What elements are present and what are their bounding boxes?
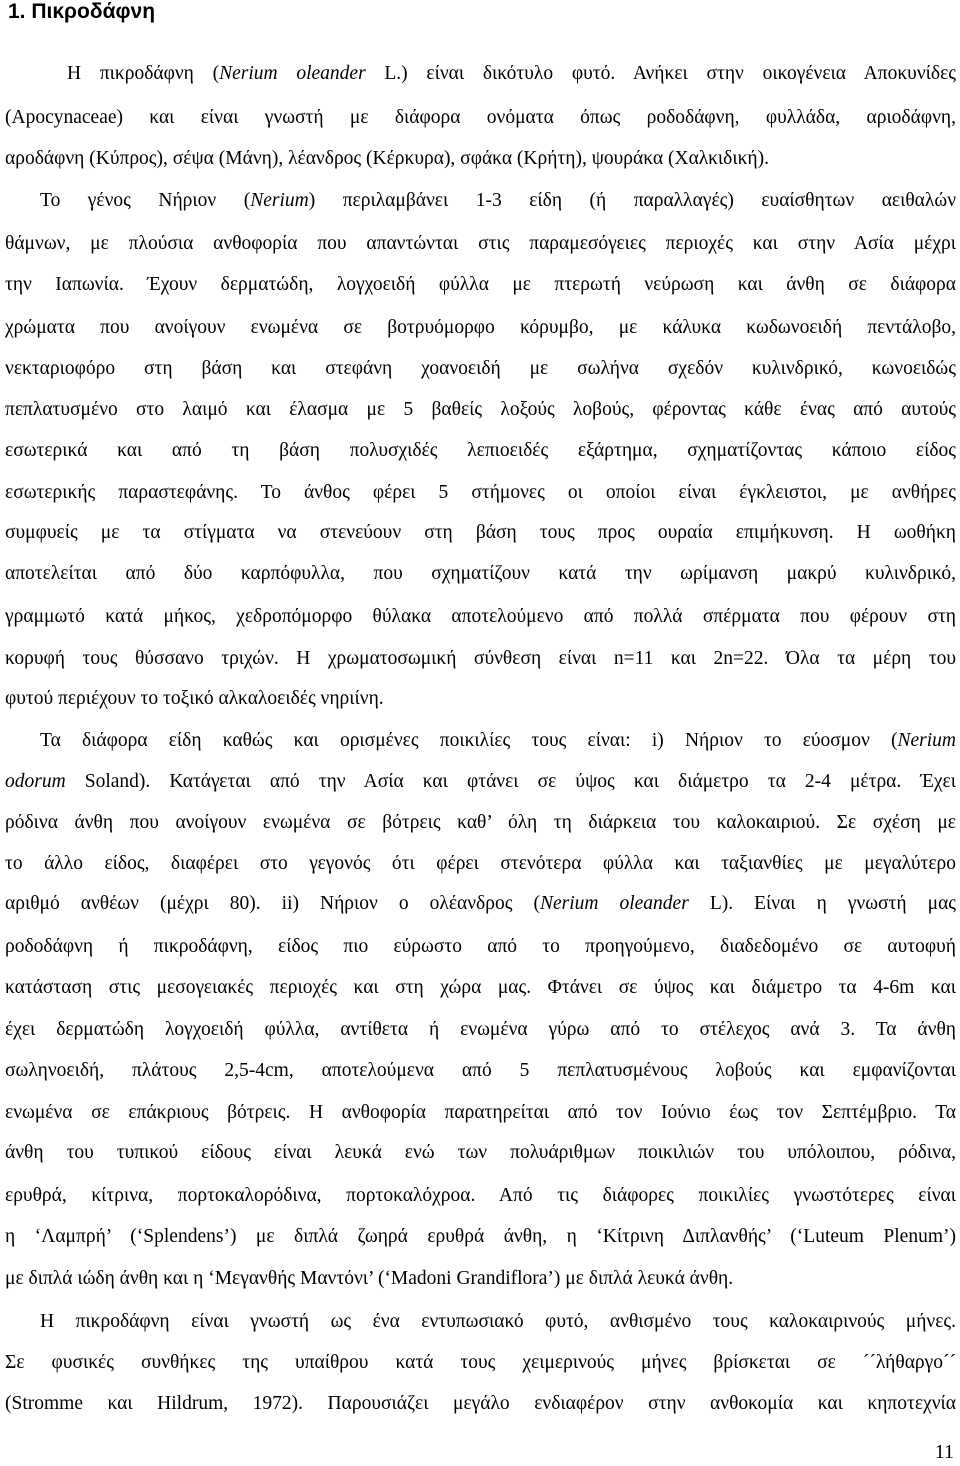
text-segment: (Apocynaceae) και είναι γνωστή με διάφορα ονόματα όπως ροδοδάφνη, φυλλάδα, αριοδάφνη, [5,107,956,128]
text-segment: ροδοδάφνη ή πικροδάφνη, είδος πιο εύρωστο από το προηγούμενο, διαδεδομένο σε αυτοφυή [5,936,956,957]
text-segment: έχει δερματώδη λογχοειδή φύλλα, αντίθετα ή ενωμένα γύρω από το στέλεχος ανά 3. Τα άνθη [5,1019,956,1040]
page-number: 11 [934,1441,954,1463]
text-line [5,934,956,960]
italic-text: Nerium [897,730,956,751]
text-segment: κατάσταση στις μεσογειακές περιοχές και στη χώρα μας. Φτάνει σε ύψος και διάμετρο τα 4-6m και [5,977,956,998]
text-line [5,397,956,423]
text-line [5,1183,956,1209]
text-line [5,810,956,836]
text-segment: με διπλά ιώδη άνθη και η ‘Μεγανθής Μαντόνι’ (‘Madoni Grandiflora’) με διπλά λευκά άνθη. [5,1268,734,1289]
text-segment: Σε φυσικές συνθήκες της υπαίθρου κατά τους χειμερινούς μήνες βρίσκεται σε ´´λήθαργο´´ [5,1352,956,1373]
text-line [5,1224,956,1250]
text-line [5,891,956,917]
text-line [5,975,956,1001]
text-segment: ) περιλαμβάνει 1-3 είδη (ή παραλλαγές) ευαίσθητων αειθαλών [308,190,957,211]
text-line [5,480,956,506]
text-segment: L.) είναι δικότυλο φυτό. Ανήκει στην οικογένεια Αποκυνίδες [365,63,956,84]
text-segment: φυτού περιέχουν το τοξικό αλκαλοειδές νηριίνη. [5,688,384,709]
italic-text: Nerium [250,190,309,211]
text-line [40,188,956,214]
text-segment: ρόδινα άνθη που ανοίγουν ενωμένα σε βότρεις καθ’ όλη τη διάρκεια του καλοκαιριού. Σε σχέση με [5,812,956,833]
text-segment: γραμμωτό κατά μήκος, χεδροπόμορφο θύλακα αποτελούμενο από πολλά σπέρματα που φέρουν στη [5,606,956,627]
text-segment: κορυφή τους θύσσανο τριχών. Η χρωματοσωμική σύνθεση είναι n=11 και 2n=22. Όλα τα μέρη του [5,648,956,669]
text-segment: το άλλο είδος, διαφέρει στο γεγονός ότι φέρει στενότερα φύλλα και ταξιανθίες με μεγαλύτερο [5,853,956,874]
text-segment: χρώματα που ανοίγουν ενωμένα σε βοτρυόμορφο κόρυμβο, με κάλυκα κωδωνοειδή πεντάλοβο, [5,317,956,338]
text-line [5,520,956,546]
text-line [5,1266,956,1292]
text-line [5,851,956,877]
text-segment: Το γένος Νήριον ( [40,190,251,211]
text-line [5,561,956,587]
text-segment: εσωτερικά και από τη βάση πολυσχιδές λεπιοειδές εξάρτημα, σχηματίζοντας κάποιο είδος [5,440,956,461]
text-segment: αποτελείται από δύο καρπόφυλλα, που σχηματίζουν κατά την ωρίμανση μακρύ κυλινδρικό, [5,563,956,584]
text-segment: την Ιαπωνία. Έχουν δερματώδη, λογχοειδή φύλλα με πτερωτή νεύρωση και άνθη σε διάφορα [5,274,956,295]
text-segment: ενωμένα σε επάκριους βότρεις. Η ανθοφορία παρατηρείται από τον Ιούνιο έως τον Σεπτέμβριο. Τα [5,1102,956,1123]
text-line [67,61,956,87]
text-line [5,272,956,298]
text-line [5,438,956,464]
text-line [5,1058,956,1084]
text-segment: συμφυείς με τα στίγματα να στενεύουν στη βάση τους προς ουραία επιμήκυνση. Η ωοθήκη [5,522,956,543]
text-line [5,146,956,172]
text-segment: αριθμό ανθέων (μέχρι 80). ii) Νήριον ο ολέανδρος ( [5,893,540,914]
text-segment: Η πικροδάφνη ( [67,63,220,84]
text-line [5,604,956,630]
text-line [5,646,956,672]
text-segment: Soland). Κατάγεται από την Ασία και φτάνει σε ύψος και διάμετρο τα 2-4 μέτρα. Έχει [65,771,956,792]
section-heading: 1. Πικροδάφνη [8,0,156,23]
text-line [5,1140,956,1166]
italic-text: odorum [5,771,66,792]
text-line [5,1391,956,1417]
text-line [5,1017,956,1043]
text-segment: η ‘Λαμπρή’ (‘Splendens’) με διπλά ζωηρά ερυθρά άνθη, η ‘Κίτρινη Διπλανθής’ (‘Luteum Plenum’) [5,1226,956,1247]
text-segment: πεπλατυσμένο στο λαιμό και έλασμα με 5 βαθείς λοξούς λοβούς, φέροντας κάθε ένας από αυτούς [5,399,956,420]
text-segment: θάμνων, με πλούσια ανθοφορία που απαντώνται στις παραμεσόγειες περιοχές και στην Ασία μέχρι [5,233,956,254]
text-line [5,315,956,341]
text-line [5,769,956,795]
text-line [5,231,956,257]
text-segment: ερυθρά, κίτρινα, πορτοκαλορόδινα, πορτοκαλόχροα. Από τις διάφορες ποικιλίες γνωστότερες είναι [5,1185,956,1206]
text-segment: άνθη του τυπικού είδους είναι λευκά ενώ των πολυάριθμων ποικιλιών του υπόλοιπου, ρόδινα, [5,1142,956,1163]
text-line [5,1100,956,1126]
text-segment: σωληνοειδή, πλάτους 2,5-4cm, αποτελούμενα από 5 πεπλατυσμένους λοβούς και εμφανίζονται [5,1060,956,1081]
text-segment: εσωτερικής παραστεφάνης. Το άνθος φέρει 5 στήμονες οι οποίοι είναι έγκλειστοι, με ανθήρες [5,482,956,503]
italic-text: Nerium oleander [219,63,366,84]
text-segment: νεκταριοφόρο στη βάση και στεφάνη χοανοειδή με σωλήνα σχεδόν κυλινδρικό, κωνοειδώς [5,358,956,379]
text-segment: αροδάφνη (Κύπρος), σέψα (Μάνη), λέανδρος (Κέρκυρα), σφάκα (Κρήτη), ψουράκα (Χαλκιδική). [5,148,769,169]
text-line [5,105,956,131]
text-line [40,1309,956,1335]
text-segment: Η πικροδάφνη είναι γνωστή ως ένα εντυπωσιακό φυτό, ανθισμένο τους καλοκαιρινούς μήνες. [40,1311,956,1332]
text-segment: L). Είναι η γνωστή μας [688,893,957,914]
text-line [40,728,956,754]
text-line [5,356,956,382]
text-line [5,686,956,712]
text-line [5,1350,956,1376]
text-segment: (Stromme και Hildrum, 1972). Παρουσιάζει μεγάλο ενδιαφέρον στην ανθοκομία και κηποτεχνία [5,1393,956,1414]
italic-text: Nerium oleander [539,893,689,914]
text-segment: Τα διάφορα είδη καθώς και ορισμένες ποικιλίες τους είναι: i) Νήριον το εύοσμον ( [40,730,898,751]
